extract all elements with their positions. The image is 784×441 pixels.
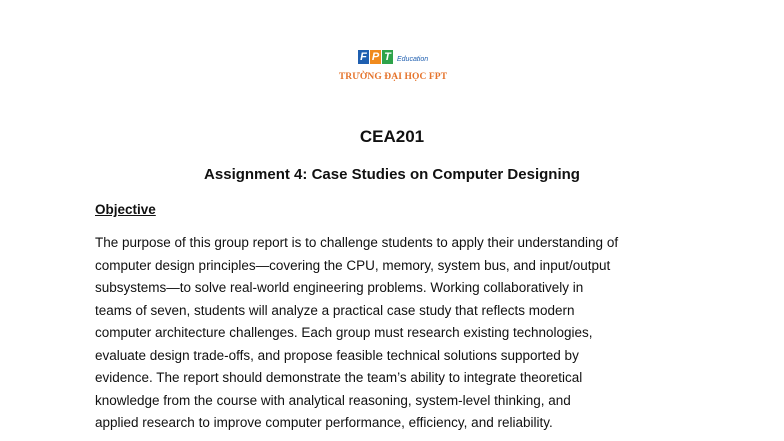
paragraph-line: evidence. The report should demonstrate the team’s ability to integrate theoretical — [95, 370, 583, 385]
paragraph-line: applied research to improve computer performance, efficiency, and reliability. — [95, 415, 553, 430]
paragraph-line: computer architecture challenges. Each group must research existing technologies, — [95, 325, 593, 340]
school-name: TRƯỜNG ĐẠI HỌC FPT — [338, 72, 448, 82]
logo-letter-f: F — [358, 50, 369, 64]
logo-letter-t: T — [382, 50, 393, 64]
assignment-title: Assignment 4: Case Studies on Computer Designing — [204, 166, 580, 183]
objective-heading: Objective — [95, 202, 156, 217]
logo-education-label: Education — [397, 56, 429, 63]
paragraph-line: teams of seven, students will analyze a practical case study that reflects modern — [95, 302, 575, 318]
course-code: CEA201 — [359, 127, 425, 146]
objective-paragraph — [95, 232, 695, 435]
fpt-logo-mark — [358, 48, 428, 64]
fpt-education-logo — [333, 48, 453, 88]
paragraph-line: computer design principles—covering the CPU, memory, system bus, and input/output — [95, 257, 611, 273]
paragraph-line: subsystems—to solve real-world engineering problems. Working collaboratively in — [95, 280, 584, 295]
paragraph-line: knowledge from the course with analytical reasoning, system-level thinking, and — [95, 392, 571, 408]
paragraph-line: evaluate design trade-offs, and propose feasible technical solutions supported by — [95, 347, 579, 363]
logo-letter-p: P — [371, 51, 380, 63]
paragraph-line: The purpose of this group report is to challenge students to apply their understanding of — [95, 235, 619, 250]
